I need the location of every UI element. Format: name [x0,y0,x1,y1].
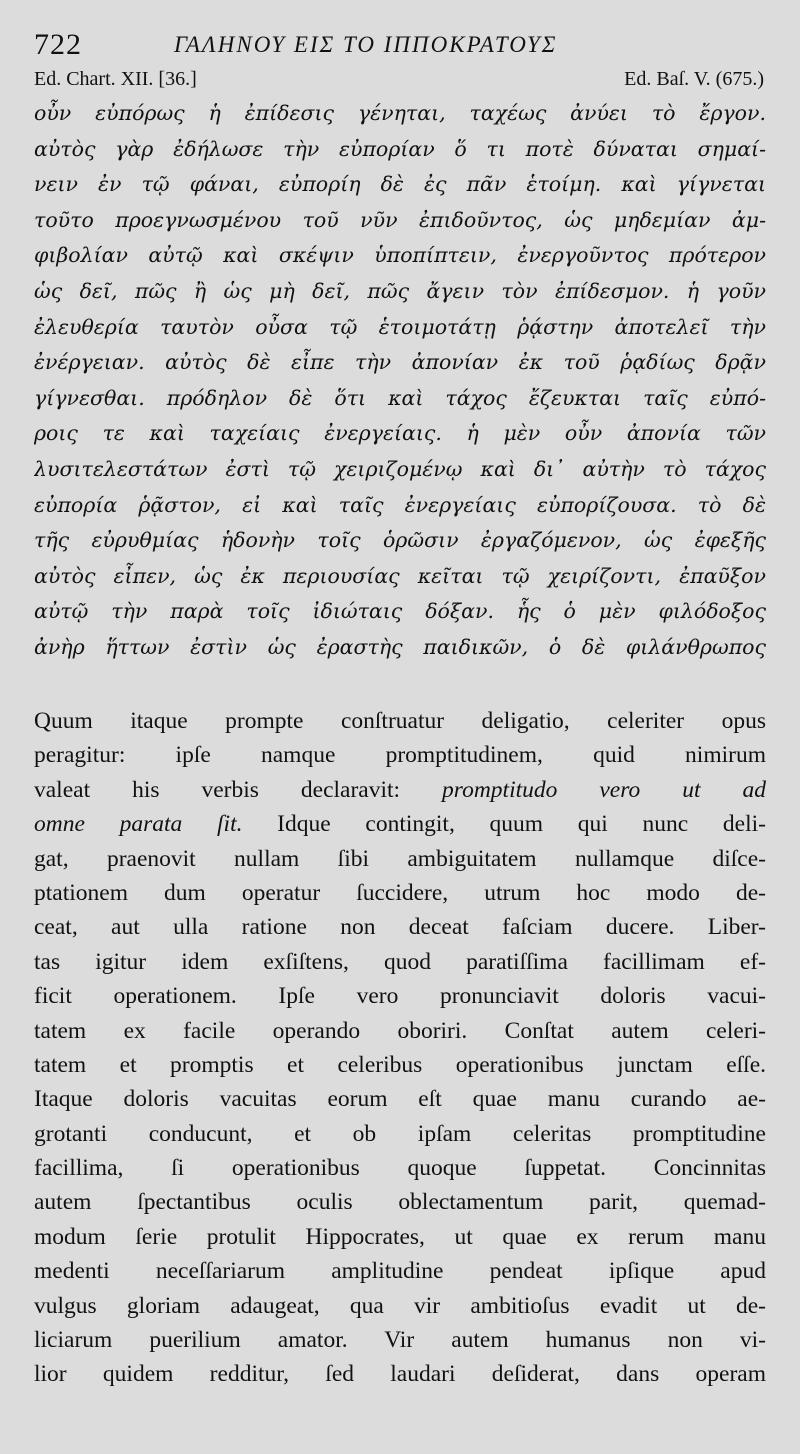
greek-text-line: αὐτὸς γὰρ ἐδήλωσε τὴν εὐπορίαν ὅ τι ποτὲ δύναται σημαί- [34,136,766,161]
greek-text-line: ἐνέργειαν. αὐτὸς δὲ εἶπε τὴν ἀπονίαν ἐκ τοῦ ῥᾳδίως δρᾷν [34,350,766,375]
latin-text-segment: Idque contingit, quum qui nunc deli- [242,811,766,838]
greek-text-line: γίγνεσθαι. πρόδηλον δὲ ὅτι καὶ τάχος ἔζευκται ταῖς εὐπό- [34,385,766,410]
greek-text-block [34,96,766,666]
latin-text-segment: valeat his verbis declaravit: [34,776,443,803]
italic-quotation: promptitudo vero ut ad [442,776,766,803]
greek-text-line: ροις τε καὶ ταχείαις ἐνεργείαις. ἡ μὲν οὖν ἀπονία τῶν [34,421,766,446]
latin-text-line: ptationem dum operatur ſuccidere, utrum hoc modo de- [34,879,766,906]
latin-text-line: tatem et promptis et celeribus operationibus junctam eſſe. [34,1051,766,1078]
latin-text-line: ficit operationem. Ipſe vero pronunciavit doloris vacui- [34,983,766,1010]
greek-text-line: αὐτὸς εἶπεν, ὡς ἐκ περιουσίας κεῖται τῷ χειρίζοντι, ἐπαῦξον [34,563,766,588]
greek-text-line: εὐπορία ῥᾷστον, εἰ καὶ ταῖς ἐνεργείαις εὐπορίζουσα. τὸ δὲ [34,492,766,517]
edition-references [34,68,764,96]
latin-text-line: grotanti conducunt, et ob ipſam celeritas promptitudine [34,1120,766,1147]
greek-text-line: νειν ἐν τῷ φάναι, εὐπορίη δὲ ἐς πᾶν ἑτοίμη. καὶ γίγνεται [34,172,766,197]
latin-text-line: lior quidem redditur, ſed laudari deſiderat, dans operam [34,1361,766,1388]
latin-text-line: Itaque doloris vacuitas eorum eſt quae manu curando ae- [34,1086,766,1113]
latin-text-line: peragitur: ipſe namque promptitudinem, quid nimirum [34,742,766,769]
greek-text-line: τοῦτο προεγνωσμένου τοῦ νῦν ἐπιδοῦντος, ὡς μηδεμίαν ἀμ- [34,207,766,232]
latin-text-line: medenti neceſſariarum amplitudine pendeat ipſique apud [34,1258,766,1285]
greek-text-line: ὡς δεῖ, πῶς ἢ ὡς μὴ δεῖ, πῶς ἄγειν τὸν ἐπίδεσμον. ἡ γοῦν [34,278,766,303]
latin-text-line [34,807,766,841]
edition-reference-basel: Ed. Baſ. V. (675.) [624,68,764,90]
latin-text-line: liciarum puerilium amator. Vir autem humanus non vi- [34,1327,766,1354]
latin-text-line: ceat, aut ulla ratione non deceat faſciam ducere. Liber- [34,914,766,941]
latin-text-block [34,704,766,1392]
page-number: 722 [34,28,82,61]
latin-text-line: tas igitur idem exſiſtens, quod paratiſſima facillimam ef- [34,948,766,975]
latin-text-line: vulgus gloriam adaugeat, qua vir ambitioſus evadit ut de- [34,1292,766,1319]
page-header [34,26,774,66]
greek-text-line: ἐλευθερία ταυτὸν οὖσα τῷ ἑτοιμοτάτῃ ῥᾴστην ἀποτελεῖ τὴν [34,314,766,339]
latin-text-line: facillima, ſi operationibus quoque ſuppetat. Concinnitas [34,1155,766,1182]
greek-text-line: αὐτῷ τὴν παρὰ τοῖς ἰδιώταις δόξαν. ἧς ὁ μὲν φιλόδοξος [34,599,766,624]
latin-text-line: gat, praenovit nullam ſibi ambiguitatem nullamque diſce- [34,845,766,872]
greek-text-line: τῆς εὐρυθμίας ἡδονὴν τοῖς ὁρῶσιν ἐργαζόμενον, ὡς ἐφεξῆς [34,528,766,553]
greek-text-line: φιβολίαν αὐτῷ καὶ σκέψιν ὑποπίπτειν, ἐνεργοῦντος πρότερον [34,243,766,268]
latin-text-line: autem ſpectantibus oculis oblectamentum parit, quemad- [34,1189,766,1216]
latin-text-line: tatem ex facile operando oboriri. Conſtat autem celeri- [34,1017,766,1044]
latin-text-line [34,773,766,807]
greek-text-line: οὖν εὐπόρως ἡ ἐπίδεσις γένηται, ταχέως ἀνύει τὸ ἔργον. [34,101,766,125]
latin-text-line: Quum itaque prompte conſtruatur deligatio, celeriter opus [34,708,766,734]
running-title: ΓΑΛΗΝΟΥ ΕΙΣ ΤΟ ΙΠΠΟΚΡΑΤΟΥΣ [174,32,558,57]
greek-text-line: ἀνὴρ ἥττων ἐστὶν ὡς ἐραστὴς παιδικῶν, ὁ δὲ φιλάνθρωπος [34,634,766,659]
greek-text-line: λυσιτελεστάτων ἐστὶ τῷ χειριζομένῳ καὶ δι᾽ αὐτὴν τὸ τάχος [34,456,766,481]
latin-text-line: modum ſerie protulit Hippocrates, ut quae ex rerum manu [34,1223,766,1250]
edition-reference-chart: Ed. Chart. XII. [36.] [34,68,197,90]
italic-quotation: omne parata ſit. [34,811,243,838]
